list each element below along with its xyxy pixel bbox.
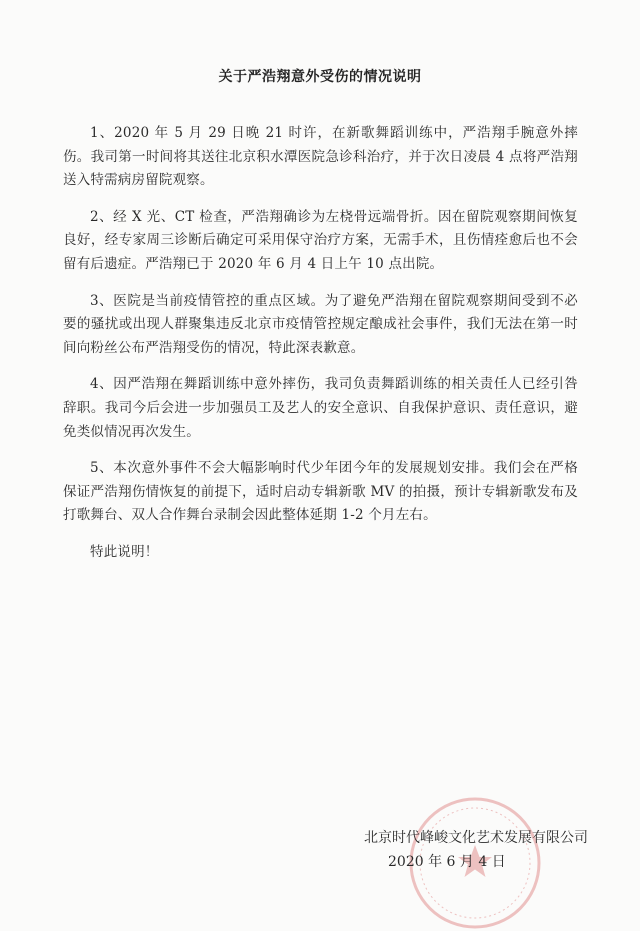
- paragraph-4: 4、因严浩翔在舞蹈训练中意外摔伤，我司负责舞蹈训练的相关责任人已经引咎辞职。我司今后会进一步加强员工及艺人的安全意识、自我保护意识、责任意识，避免类似情况再次发生。: [63, 376, 578, 440]
- signature-block: [348, 826, 588, 874]
- signature-company: 北京时代峰峻文化艺术发展有限公司: [364, 830, 588, 846]
- paragraph-1: 1、2020 年 5 月 29 日晚 21 时许，在新歌舞蹈训练中，严浩翔手腕意外摔伤。我司第一时间将其送往北京积水潭医院急诊科治疗，并于次日凌晨 4 点将严浩翔送入特需病房留院观察。: [63, 125, 578, 189]
- paragraph-3: 3、医院是当前疫情管控的重点区域。为了避免严浩翔在留院观察期间受到不必要的骚扰或出现人群聚集违反北京市疫情管控规定酿成社会事件，我们无法在第一时间向粉丝公布严浩翔受伤的情况，特此深表歉意。: [63, 292, 578, 356]
- document-title: 关于严浩翔意外受伤的情况说明: [218, 69, 422, 85]
- document-body: [63, 122, 578, 565]
- closing-statement: 特此说明！: [90, 543, 159, 560]
- paragraph-5: 5、本次意外事件不会大幅影响时代少年团今年的发展规划安排。我们会在严格保证严浩翔伤情恢复的前提下，适时启动专辑新歌 MV 的拍摄，预计专辑新歌发布及打歌舞台、双人合作舞台录制会因此整体延期 1-2 个月左右。: [63, 460, 578, 524]
- signature-date: 2020 年 6 月 4 日: [388, 854, 506, 870]
- paragraph-2: 2、经 X 光、CT 检查，严浩翔确诊为左桡骨远端骨折。因在留院观察期间恢复良好，经专家周三诊断后确定可采用保守治疗方案，无需手术，且伤情痊愈后也不会留有后遗症。严浩翔已于 2020 年 6 月 4 日上午 10 点出院。: [63, 208, 578, 272]
